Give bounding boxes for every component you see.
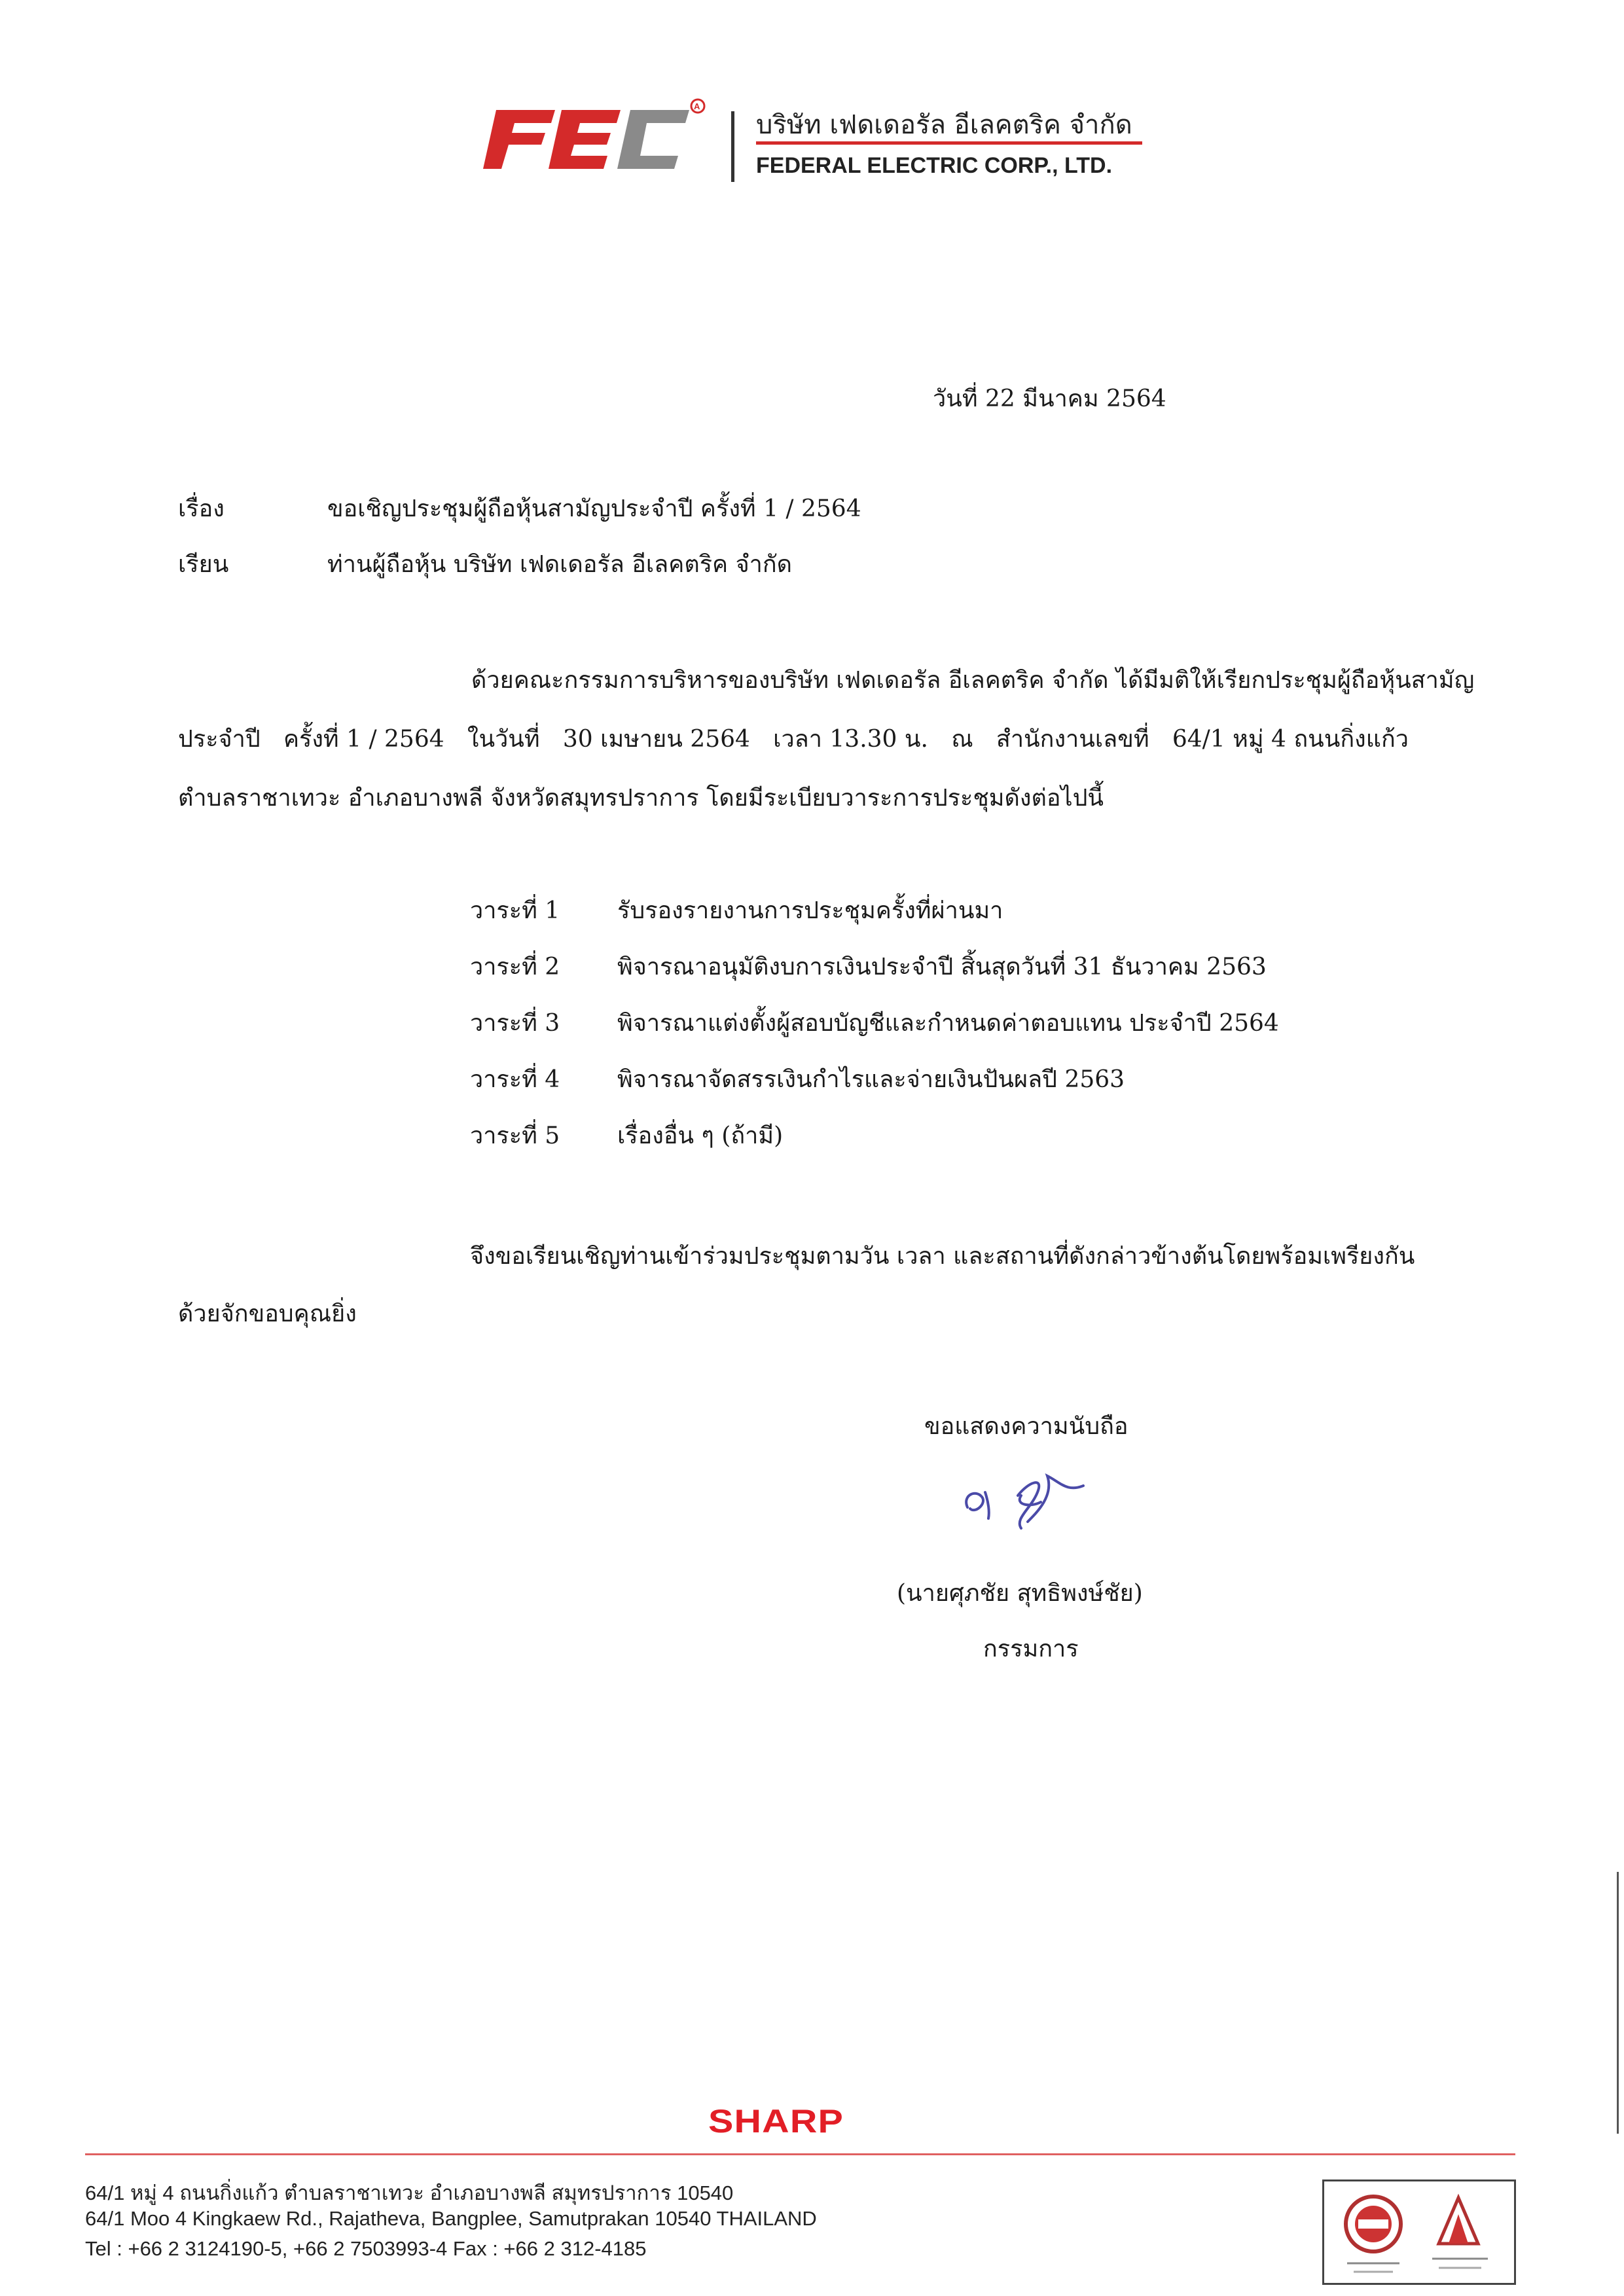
closing-line: จึงขอเรียนเชิญท่านเข้าร่วมประชุมตามวัน เวลา และสถานที่ดังกล่าวข้างต้นโดยพร้อมเพรียงกัน (470, 1243, 1415, 1270)
agenda-item (470, 1117, 783, 1154)
certification-box (1322, 2179, 1516, 2285)
letter-date: วันที่ 22 มีนาคม 2564 (933, 386, 1166, 412)
agenda-number: วาระที่ 5 (470, 1122, 560, 1149)
agenda-item (470, 1004, 1279, 1041)
svg-text:A: A (694, 101, 700, 111)
signer-name: (นายศุภชัย สุทธิพงษ์ชัย) (897, 1580, 1143, 1607)
subject-label: เรื่อง (178, 495, 225, 522)
iso-certification-icon (1346, 2197, 1401, 2272)
paragraph-segment: เวลา 13.30 น. (773, 726, 928, 753)
paragraph-line: ตำบลราชาเทวะ อำเภอบางพลี จังหวัดสมุทรปราการ โดยมีระเบียบวาระการประชุมดังต่อไปนี้ (178, 785, 1104, 812)
paragraph-line: ด้วยคณะกรรมการบริหารของบริษัท เฟดเดอรัล อีเลคตริค จำกัด ได้มีมติให้เรียกประชุมผู้ถือหุ้นสามัญ (471, 667, 1475, 694)
subject-text: ขอเชิญประชุมผู้ถือหุ้นสามัญประจำปี ครั้งที่ 1 / 2564 (327, 495, 861, 522)
paragraph-segment: 30 เมษายน 2564 (562, 726, 750, 753)
agenda-item (470, 948, 1267, 985)
recipient-text: ท่านผู้ถือหุ้น บริษัท เฟดเดอรัล อีเลคตริค จำกัด (327, 551, 793, 578)
company-name-english: FEDERAL ELECTRIC CORP., LTD. (756, 153, 1113, 178)
agenda-text: พิจารณาอนุมัติงบการเงินประจำปี สิ้นสุดวันที่ 31 ธันวาคม 2563 (617, 954, 1267, 980)
footer-contact: Tel : +66 2 3124190-5, +66 2 7503993-4 Fax : +66 2 312-4185 (85, 2237, 647, 2260)
paragraph-segment: ณ (951, 726, 973, 753)
nac-accreditation-icon (1432, 2198, 1488, 2268)
paragraph-segment: สำนักงานเลขที่ (996, 726, 1149, 753)
recipient-label: เรียน (178, 551, 229, 578)
signer-title: กรรมการ (983, 1636, 1079, 1662)
agenda-text: รับรองรายงานการประชุมครั้งที่ผ่านมา (617, 897, 1003, 924)
sharp-logo: SHARP (708, 2103, 844, 2140)
footer-divider (85, 2153, 1515, 2155)
scan-edge-mark (1617, 1872, 1619, 2134)
company-name-underline (756, 141, 1142, 145)
agenda-text: เรื่องอื่น ๆ (ถ้ามี) (617, 1122, 784, 1149)
regards-text: ขอแสดงความนับถือ (924, 1413, 1128, 1440)
paragraph-segment: ในวันที่ (467, 726, 540, 753)
fec-logo (483, 97, 706, 182)
logo-divider (731, 111, 734, 182)
agenda-number: วาระที่ 3 (470, 1010, 560, 1037)
footer-address-english: 64/1 Moo 4 Kingkaew Rd., Rajatheva, Bangplee, Samutprakan 10540 THAILAND (85, 2207, 817, 2230)
closing-line: ด้วยจักขอบคุณยิ่ง (178, 1300, 357, 1327)
agenda-item (470, 1060, 1125, 1098)
agenda-number: วาระที่ 4 (470, 1066, 560, 1093)
company-name-thai: บริษัท เฟดเดอรัล อีเลคตริค จำกัด (756, 110, 1132, 140)
handwritten-signature (956, 1456, 1093, 1541)
agenda-number: วาระที่ 2 (470, 954, 560, 980)
footer-address-thai: 64/1 หมู่ 4 ถนนกิ่งแก้ว ตำบลราชาเทวะ อำเภอบางพลี สมุทรปราการ 10540 (85, 2181, 734, 2204)
paragraph-segment: ประจำปี (178, 726, 261, 753)
agenda-item (470, 891, 1003, 929)
agenda-text: พิจารณาแต่งตั้งผู้สอบบัญชีและกำหนดค่าตอบแทน ประจำปี 2564 (617, 1010, 1279, 1037)
paragraph-segment: ครั้งที่ 1 / 2564 (283, 726, 444, 753)
agenda-number: วาระที่ 1 (470, 897, 560, 924)
paragraph-line (178, 720, 1409, 757)
paragraph-segment: 64/1 หมู่ 4 ถนนกิ่งแก้ว (1172, 726, 1409, 753)
agenda-text: พิจารณาจัดสรรเงินกำไรและจ่ายเงินปันผลปี 2563 (617, 1066, 1125, 1093)
